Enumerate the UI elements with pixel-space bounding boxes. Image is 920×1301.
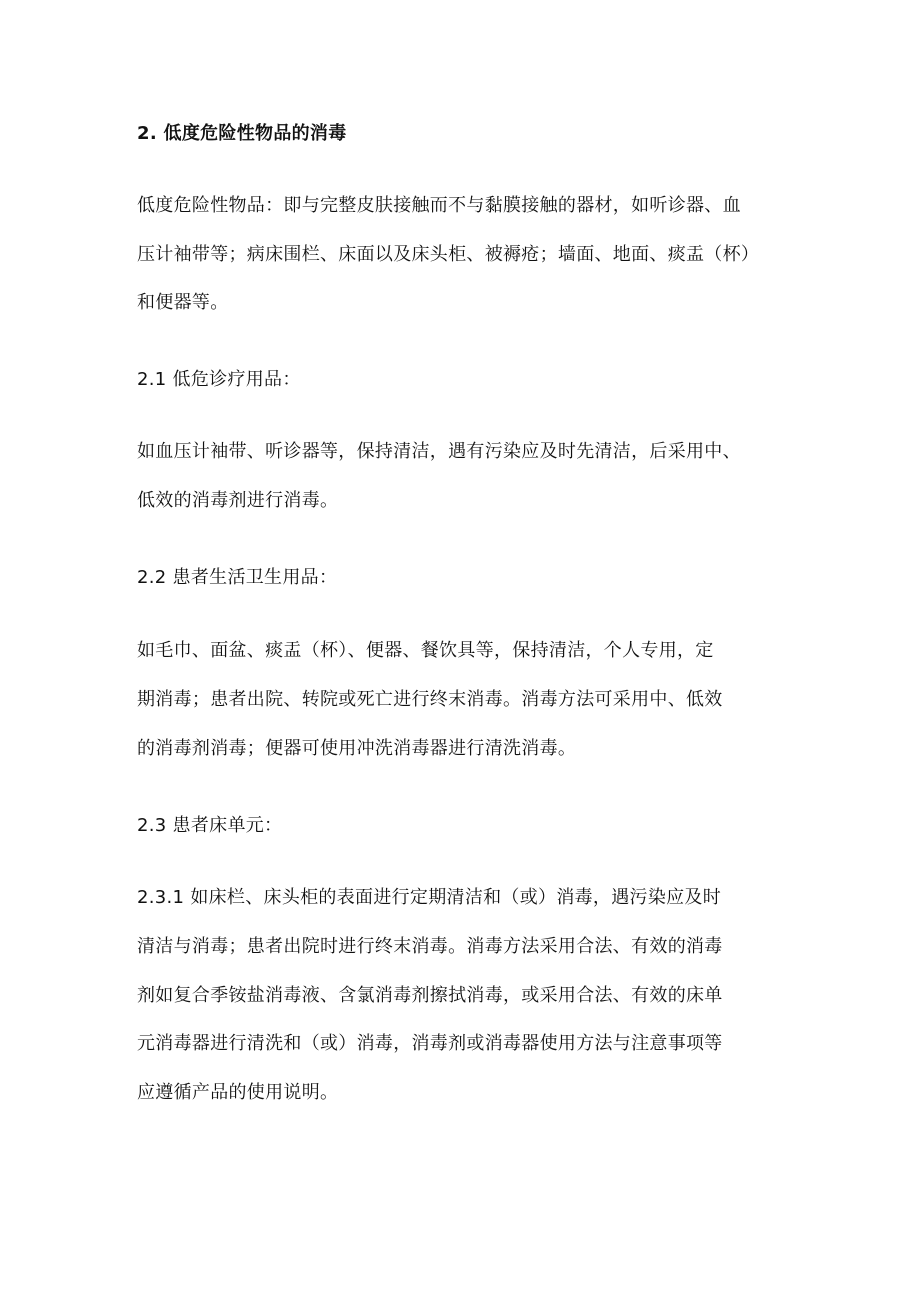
subsection-2-3-line-5: 应遵循产品的使用说明。 <box>137 1082 339 1103</box>
intro-line-3: 和便器等。 <box>137 292 229 313</box>
subsection-2-1-line-1: 如血压计袖带、听诊器等，保持清洁，遇有污染应及时先清洁，后采用中、 <box>137 441 741 462</box>
subsection-2-3-line-3: 剂如复合季铵盐消毒液、含氯消毒剂擦拭消毒，或采用合法、有效的床单 <box>137 985 723 1006</box>
subsection-2-2-heading: 2.2 患者生活卫生用品： <box>137 567 338 588</box>
subsection-2-1-line-2: 低效的消毒剂进行消毒。 <box>137 490 339 511</box>
subsection-2-3-line-4: 元消毒器进行清洗和（或）消毒，消毒剂或消毒器使用方法与注意事项等 <box>137 1033 723 1054</box>
section-title: 2. 低度危险性物品的消毒 <box>137 123 347 144</box>
subsection-2-2-line-3: 的消毒剂消毒；便器可使用冲洗消毒器进行清洗消毒。 <box>137 738 577 759</box>
subsection-2-3-heading: 2.3 患者床单元： <box>137 815 283 836</box>
subsection-2-2-line-2: 期消毒；患者出院、转院或死亡进行终末消毒。消毒方法可采用中、低效 <box>137 689 723 710</box>
subsection-2-2-line-1: 如毛巾、面盆、痰盂（杯）、便器、餐饮具等，保持清洁，个人专用，定 <box>137 640 714 661</box>
intro-line-1: 低度危险性物品：即与完整皮肤接触而不与黏膜接触的器材，如听诊器、血 <box>137 195 741 216</box>
subsection-2-1-heading: 2.1 低危诊疗用品： <box>137 369 301 390</box>
intro-line-2: 压计袖带等；病床围栏、床面以及床头柜、被褥疮；墙面、地面、痰盂（杯） <box>137 244 760 265</box>
subsection-2-3-line-1: 2.3.1 如床栏、床头柜的表面进行定期清洁和（或）消毒，遇污染应及时 <box>137 887 722 908</box>
subsection-2-3-line-2: 清洁与消毒；患者出院时进行终末消毒。消毒方法采用合法、有效的消毒 <box>137 936 723 957</box>
